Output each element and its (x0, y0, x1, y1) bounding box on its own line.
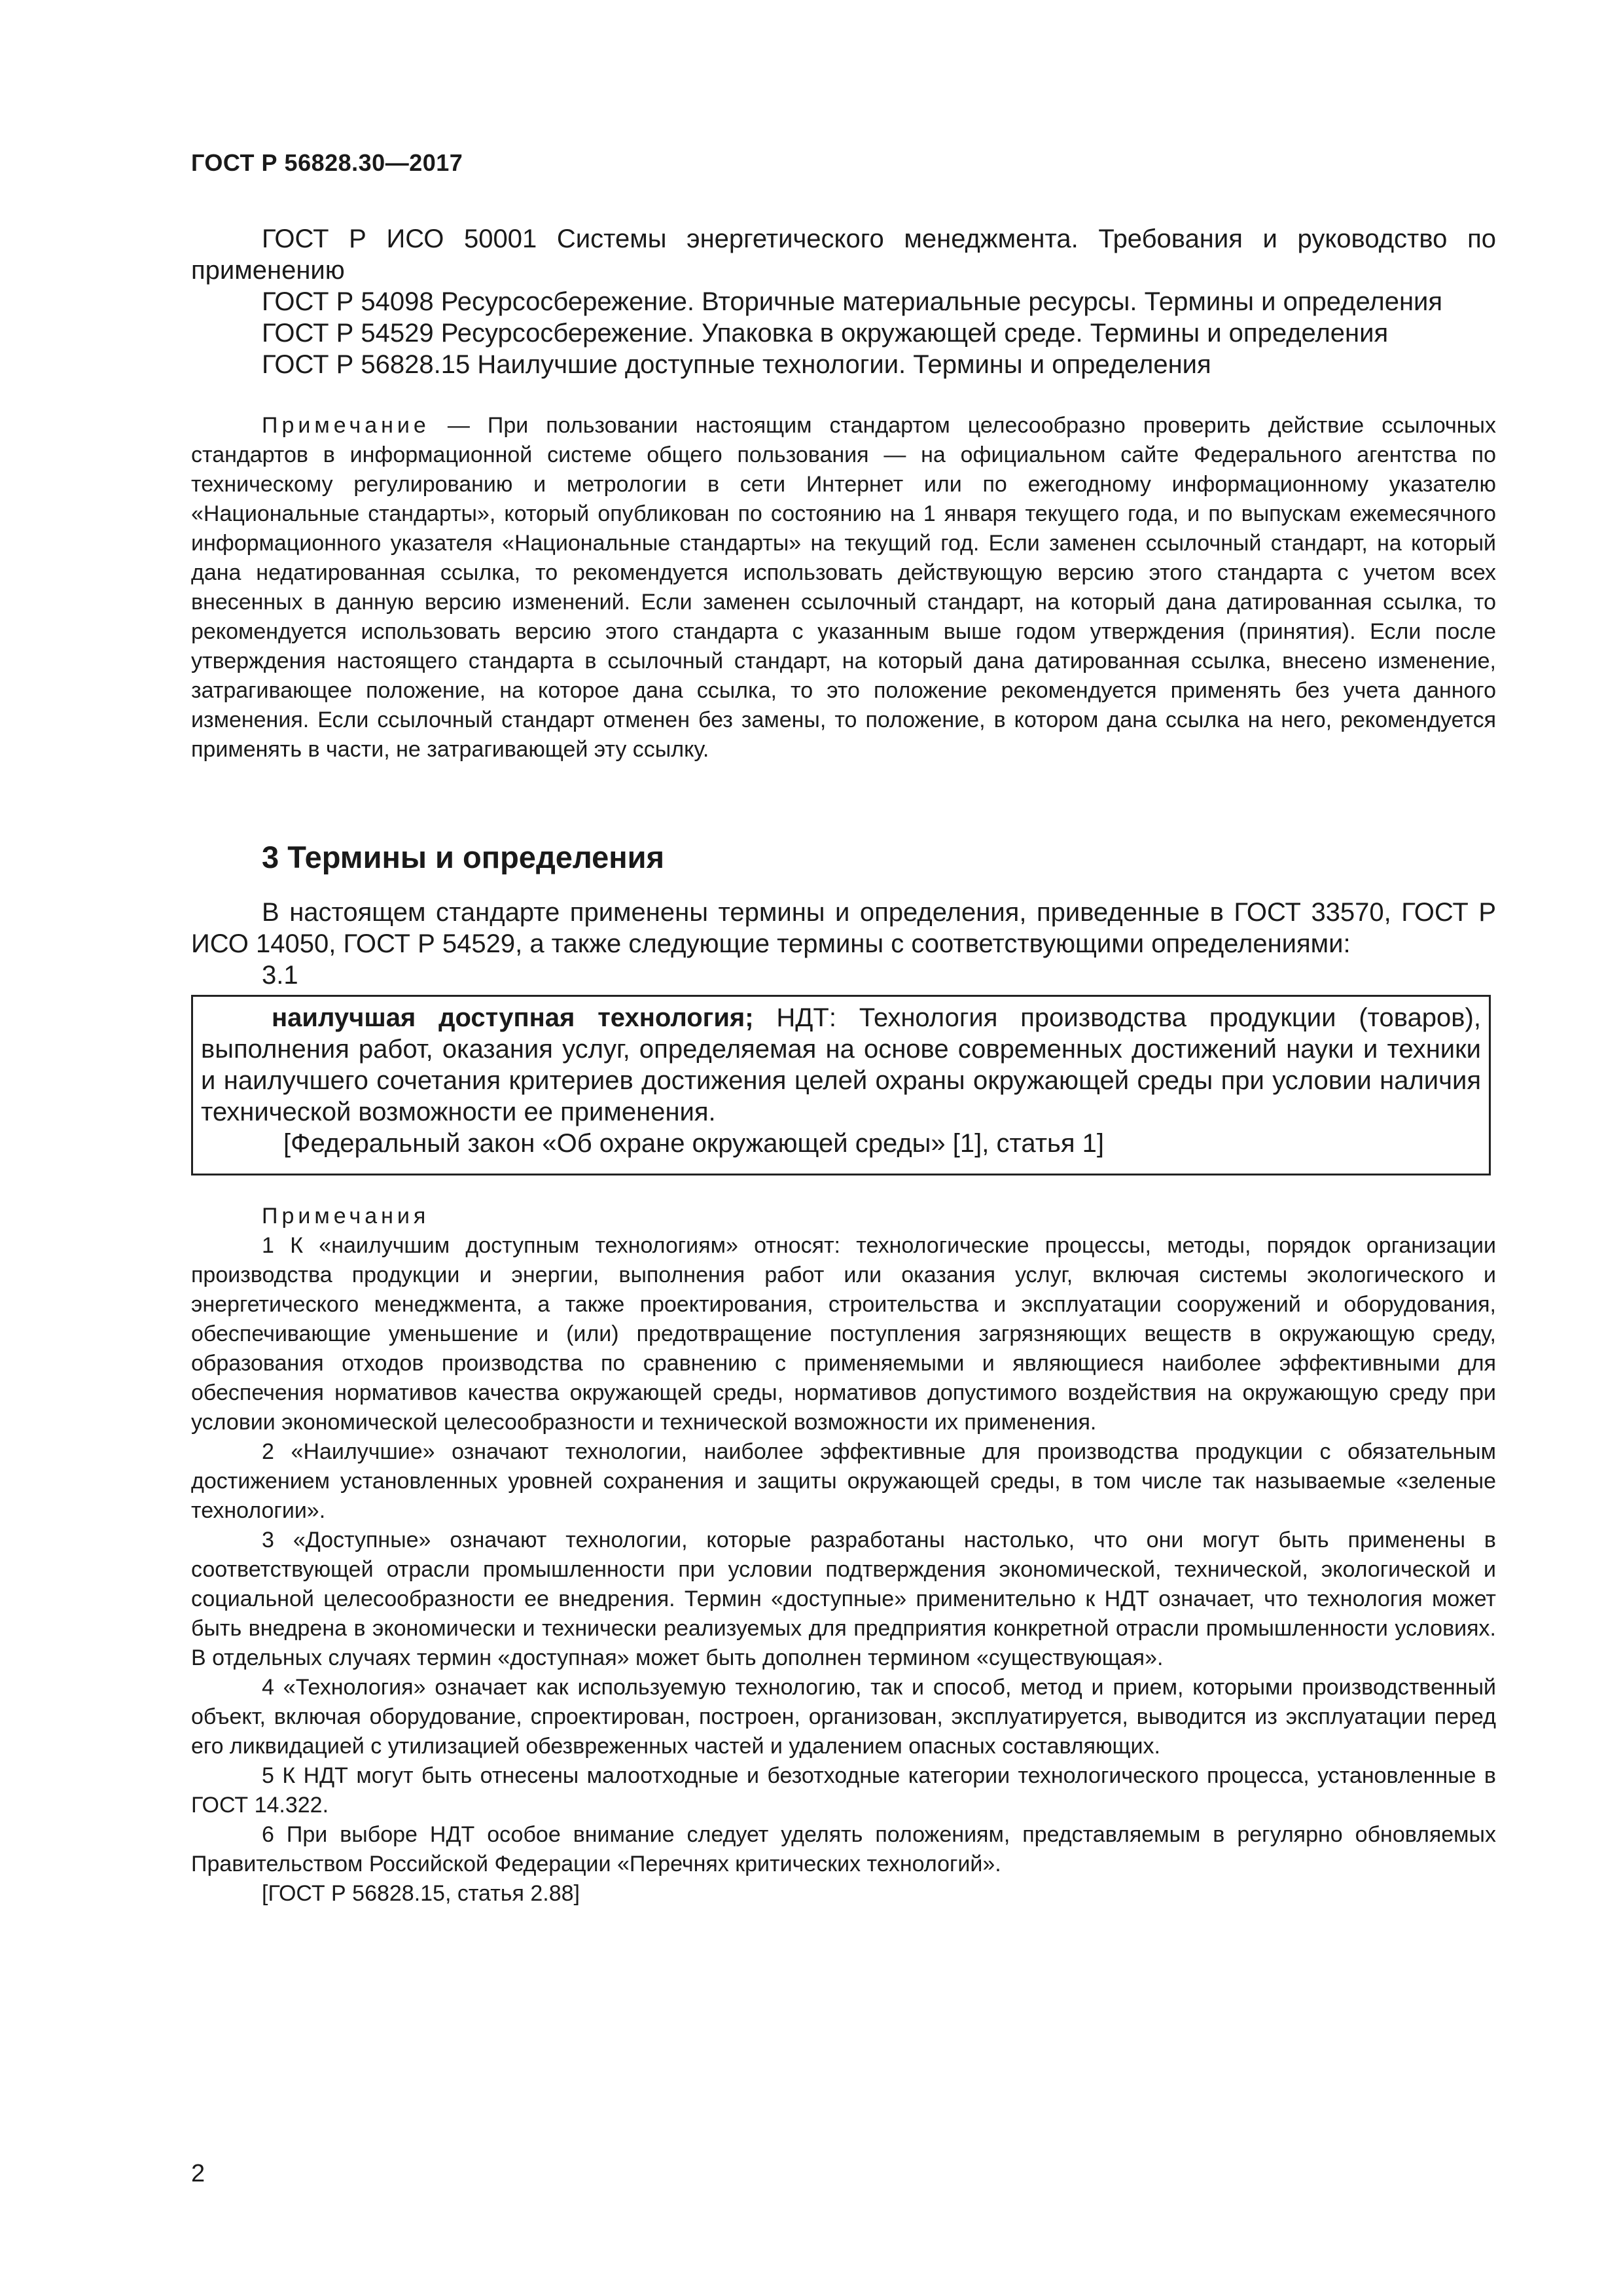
term-definition-box (191, 995, 1491, 1175)
page-number: 2 (191, 2160, 205, 2187)
note-text: — При пользовании настоящим стандартом целесообразно проверить действие ссылочных стандартов в информационной системе общего пользования — на официальном сайте Федерального агентства по техническому регулированию и метрологии в сети Интернет или по ежегодному информационному указателю «Национальные стандарты», который опубликован по состоянию на 1 января текущего года, и по выпускам ежемесячного информационного указателя «Национальные стандарты» на текущий год. Если заменен ссылочный стандарт, на который дана недатированная ссылка, то рекомендуется использовать действующую версию этого стандарта с учетом всех внесенных в данную версию изменений. Если заменен ссылочный стандарт, на который дана датированная ссылка, то рекомендуется использовать версию этого стандарта с указанным выше годом утверждения (принятия). Если после утверждения настоящего стандарта в ссылочный стандарт, на который дана датированная ссылка, внесено изменение, затрагивающее положение, на которое дана ссылка, то это положение рекомендуется применять без учета данного изменения. Если ссылочный стандарт отменен без замены, то положение, в котором дана ссылка на него, рекомендуется применять в части, не затрагивающей эту ссылку. (191, 413, 1496, 762)
term-abbr: НДТ: (753, 1003, 836, 1032)
normative-references (191, 223, 1496, 380)
term-name: наилучшая доступная технология; (272, 1003, 754, 1032)
term-number: 3.1 (262, 961, 298, 990)
reference-item: ГОСТ Р 54098 Ресурсосбережение. Вторичные материальные ресурсы. Термины и определения (262, 287, 1443, 316)
reference-note (191, 411, 1496, 764)
term-notes (191, 1202, 1496, 1909)
note-item: 2 «Наилучшие» означают технологии, наиболее эффективные для производства продукции с обязательным достижением установленных уровней сохранения и защиты окружающей среды, в том числе так называемые «зеленые технологии». (191, 1439, 1496, 1523)
reference-item: ГОСТ Р 54529 Ресурсосбережение. Упаковка в окружающей среде. Термины и определения (262, 319, 1389, 348)
note-item: 1 К «наилучшим доступным технологиям» относят: технологические процессы, методы, порядок организации производства продукции и энергии, выполнения работ или оказания услуг, включая системы экологического и энергетического менеджмента, а также проектирования, строительства и эксплуатации сооружений и оборудования, обеспечивающие уменьшение и (или) предотвращение поступления загрязняющих веществ в окружающую среду, образования отходов производства по сравнению с применяемыми и являющиеся наиболее эффективными для обеспечения нормативов качества окружающей среды, нормативов допустимого воздействия на окружающую среду при условии экономической целесообразности и технической возможности их применения. (191, 1233, 1496, 1435)
notes-source: [ГОСТ Р 56828.15, статья 2.88] (262, 1881, 580, 1906)
section-title: 3 Термины и определения (262, 840, 664, 874)
reference-item: ГОСТ Р 56828.15 Наилучшие доступные технологии. Термины и определения (262, 350, 1211, 379)
document-header: ГОСТ Р 56828.30—2017 (191, 149, 463, 176)
note-item: 3 «Доступные» означают технологии, которые разработаны настолько, что они могут быть применены в соответствующей отрасли промышленности при условии подтверждения экономической, технической, экологической и социальной целесообразности ее внедрения. Термин «доступные» применительно к НДТ означает, что технология может быть внедрена в экономически и технически реализуемых для предприятия конкретной отрасли промышленности условиях. В отдельных случаях термин «доступная» может быть дополнен термином «существующая». (191, 1528, 1496, 1670)
note-item: 6 При выборе НДТ особое внимание следует уделять положениям, представляемым в регулярно обновляемых Правительством Российской Федерации «Перечнях критических технологий». (191, 1822, 1496, 1876)
reference-item: ГОСТ Р ИСО 50001 Системы энергетического менеджмента. Требования и руководство по применению (191, 224, 1496, 285)
note-item: 4 «Технология» означает как используемую технологию, так и способ, метод и прием, которыми производственный объект, включая оборудование, спроектирован, построен, организован, эксплуатируется, выводится из эксплуатации перед его ликвидацией с утилизацией обезвреженных частей и удалением опасных составляющих. (191, 1675, 1496, 1759)
term-definition: Технология производства продукции (товаров), выполнения работ, оказания услуг, определяемая на основе современных достижений науки и техники и наилучшего сочетания критериев достижения целей охраны окружающей среды при условии наличия технической возможности ее применения. (201, 1003, 1481, 1126)
section-intro (191, 897, 1496, 991)
note-label: Примечание (262, 413, 430, 438)
intro-paragraph: В настоящем стандарте применены термины и определения, приведенные в ГОСТ 33570, ГОСТ Р ИСО 14050, ГОСТ Р 54529, а также следующие термины с соответствующими определениями: (191, 898, 1496, 958)
note-item: 5 К НДТ могут быть отнесены малоотходные и безотходные категории технологического процесса, установленные в ГОСТ 14.322. (191, 1763, 1496, 1818)
notes-heading: Примечания (262, 1204, 430, 1229)
term-source: [Федеральный закон «Об охране окружающей среды» [1], статья 1] (283, 1129, 1105, 1158)
